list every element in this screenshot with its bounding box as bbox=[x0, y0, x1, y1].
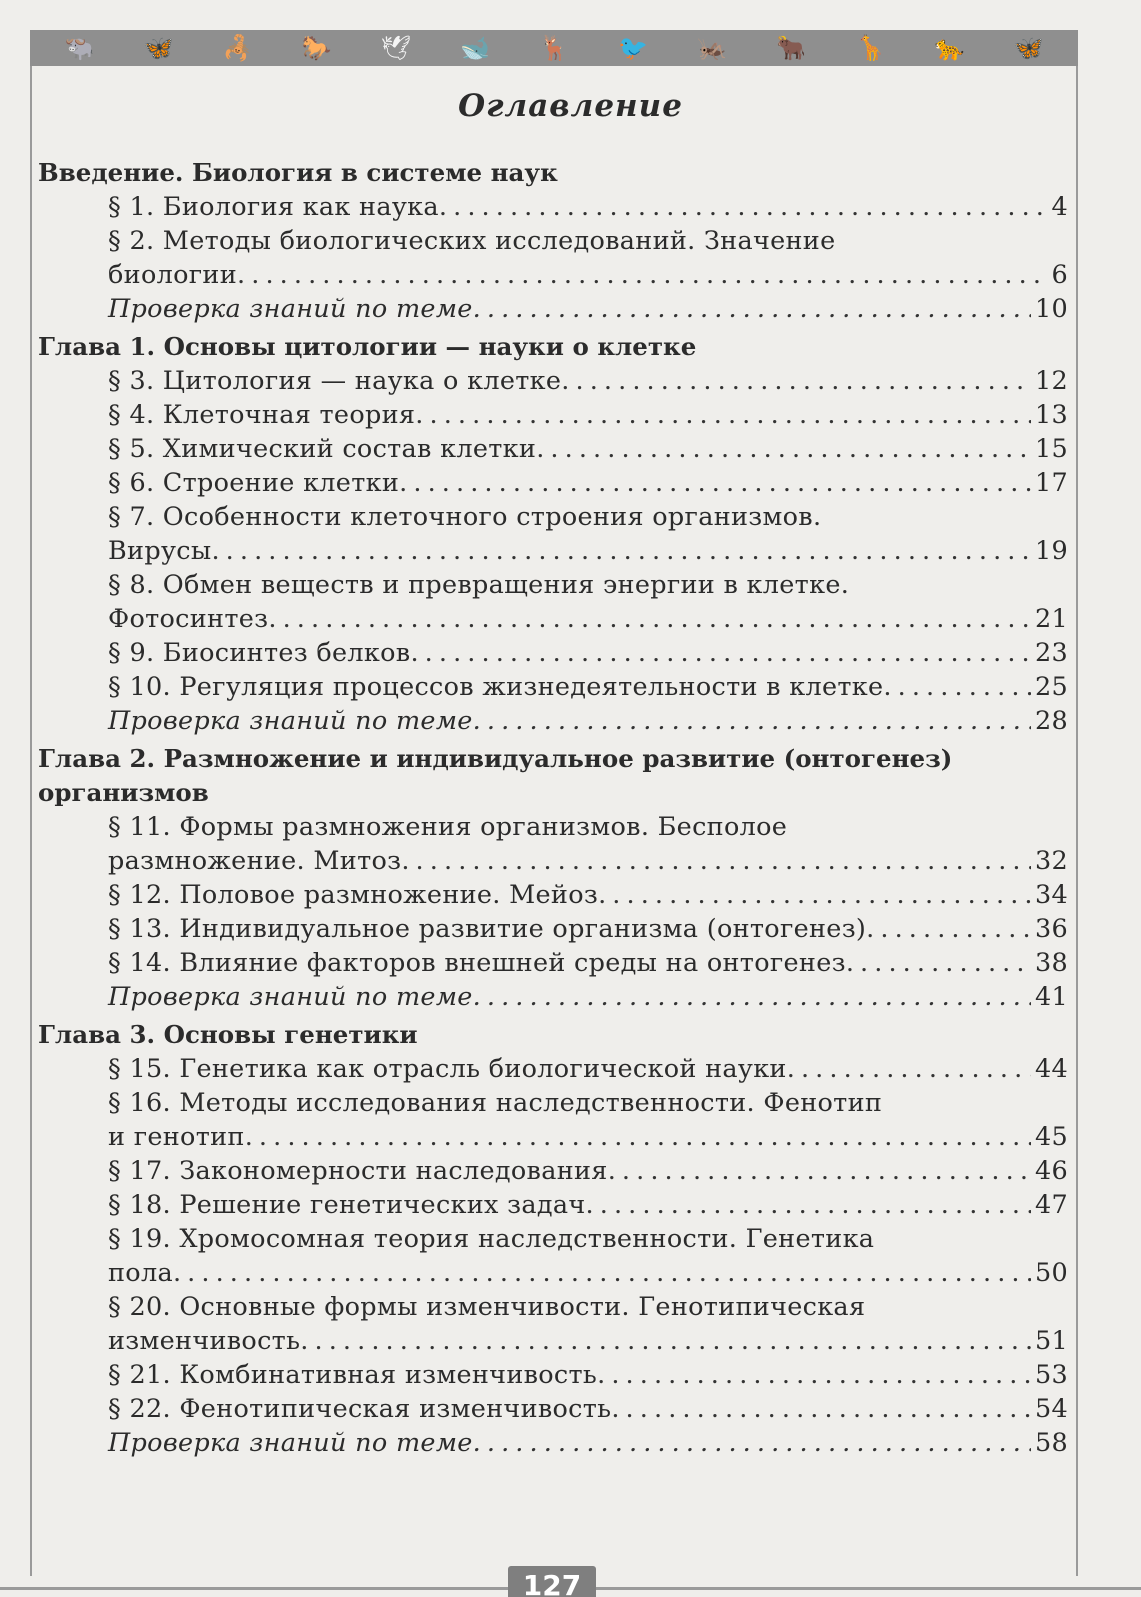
entry-page-number: 28 bbox=[1034, 706, 1068, 736]
entry-page-number: 6 bbox=[1051, 260, 1068, 290]
toc-entry[interactable] bbox=[38, 466, 1068, 500]
knowledge-check-entry[interactable] bbox=[38, 704, 1068, 738]
entry-page-number: 25 bbox=[1034, 672, 1068, 702]
entry-page-number: 19 bbox=[1034, 536, 1068, 566]
giraffe-icon: 🦒 bbox=[855, 34, 886, 62]
page-title: Оглавление bbox=[458, 88, 683, 124]
toc-entry[interactable] bbox=[38, 568, 1068, 636]
entry-page-number: 51 bbox=[1034, 1326, 1068, 1356]
entry-title: § 18. Решение генетических задач bbox=[108, 1190, 586, 1220]
entry-page-number: 44 bbox=[1034, 1054, 1068, 1084]
entry-page-number: 58 bbox=[1034, 1428, 1068, 1458]
knowledge-check-entry[interactable] bbox=[38, 980, 1068, 1014]
bull-icon: 🐂 bbox=[776, 34, 807, 62]
dot-leader bbox=[561, 364, 1031, 398]
toc-entry[interactable] bbox=[38, 364, 1068, 398]
toc-entry[interactable] bbox=[38, 1358, 1068, 1392]
butterfly-icon-2: 🦋 bbox=[1013, 34, 1044, 62]
entry-page-number: 47 bbox=[1034, 1190, 1068, 1220]
toc-entry[interactable] bbox=[38, 636, 1068, 670]
entry-page-number: 12 bbox=[1034, 366, 1068, 396]
chapter-heading: Глава 1. Основы цитологии — науки о клетке bbox=[38, 332, 697, 361]
entry-title: и генотип bbox=[108, 1122, 245, 1152]
dot-leader bbox=[399, 466, 1031, 500]
deer-icon: 🦌 bbox=[539, 34, 570, 62]
butterfly-icon: 🦋 bbox=[143, 34, 174, 62]
entry-title: § 13. Индивидуальное развитие организма (онтогенез) bbox=[108, 914, 867, 944]
left-border bbox=[30, 66, 32, 1576]
insect-icon: 🦗 bbox=[697, 34, 728, 62]
toc-entry[interactable] bbox=[38, 810, 1068, 878]
entry-page-number: 36 bbox=[1034, 914, 1068, 944]
entry-page-number: 10 bbox=[1034, 294, 1068, 324]
toc-entry[interactable] bbox=[38, 912, 1068, 946]
whale-icon: 🐋 bbox=[460, 34, 491, 62]
toc-entry[interactable] bbox=[38, 946, 1068, 980]
toc-entry[interactable] bbox=[38, 190, 1068, 224]
entry-page-number: 32 bbox=[1034, 846, 1068, 876]
entry-title: § 1. Биология как наука bbox=[108, 192, 439, 222]
toc-entry[interactable] bbox=[38, 1222, 1068, 1290]
decorative-animal-banner bbox=[30, 30, 1078, 66]
dot-leader bbox=[883, 670, 1031, 704]
entry-title-line: § 8. Обмен веществ и превращения энергии в клетке. bbox=[108, 570, 850, 600]
table-of-contents bbox=[38, 152, 1068, 1460]
toc-entry[interactable] bbox=[38, 1052, 1068, 1086]
toc-entry[interactable] bbox=[38, 1086, 1068, 1154]
entry-title: § 22. Фенотипическая изменчивость bbox=[108, 1394, 612, 1424]
entry-title: Вирусы bbox=[108, 536, 212, 566]
dot-leader bbox=[211, 534, 1030, 568]
scorpion-icon: 🦂 bbox=[222, 34, 253, 62]
knowledge-check-entry[interactable] bbox=[38, 292, 1068, 326]
entry-page-number: 38 bbox=[1034, 948, 1068, 978]
dot-leader bbox=[597, 1358, 1031, 1392]
entry-page-number: 50 bbox=[1034, 1258, 1068, 1288]
horse-icon: 🐎 bbox=[301, 34, 332, 62]
entry-page-number: 53 bbox=[1034, 1360, 1068, 1390]
entry-title: Фотосинтез bbox=[108, 604, 269, 634]
dot-leader bbox=[401, 844, 1031, 878]
dot-leader bbox=[611, 1392, 1031, 1426]
entry-title: биологии bbox=[108, 260, 238, 290]
dot-leader bbox=[173, 1256, 1031, 1290]
entry-title: § 14. Влияние факторов внешней среды на онтогенез bbox=[108, 948, 846, 978]
entry-title: § 10. Регуляция процессов жизнедеятельности в клетке bbox=[108, 672, 884, 702]
entry-title: § 4. Клеточная теория bbox=[108, 400, 416, 430]
entry-title: § 12. Половое размножение. Мейоз bbox=[108, 880, 599, 910]
entry-title-line: § 2. Методы биологических исследований. Значение bbox=[108, 226, 836, 256]
dot-leader bbox=[787, 1052, 1031, 1086]
entry-page-number: 4 bbox=[1051, 192, 1068, 222]
dot-leader bbox=[866, 912, 1031, 946]
dot-leader bbox=[586, 1188, 1031, 1222]
dot-leader bbox=[237, 258, 1047, 292]
toc-entry[interactable] bbox=[38, 1188, 1068, 1222]
entry-title-line: § 20. Основные формы изменчивости. Генотипическая bbox=[108, 1292, 866, 1322]
toc-entry[interactable] bbox=[38, 1392, 1068, 1426]
dot-leader bbox=[473, 292, 1031, 326]
toc-entry[interactable] bbox=[38, 432, 1068, 466]
chapter-heading: Глава 2. Размножение и индивидуальное развитие (онтогенез) организмов bbox=[38, 744, 953, 807]
toc-entry[interactable] bbox=[38, 224, 1068, 292]
heron-icon: 🐦 bbox=[618, 34, 649, 62]
entry-page-number: 21 bbox=[1034, 604, 1068, 634]
toc-entry[interactable] bbox=[38, 500, 1068, 568]
entry-title: § 5. Химический состав клетки bbox=[108, 434, 537, 464]
entry-page-number: 23 bbox=[1034, 638, 1068, 668]
entry-title: § 17. Закономерности наследования bbox=[108, 1156, 608, 1186]
entry-page-number: 13 bbox=[1034, 400, 1068, 430]
dot-leader bbox=[846, 946, 1031, 980]
entry-title-line: § 11. Формы размножения организмов. Бесполое bbox=[108, 812, 788, 842]
dot-leader bbox=[598, 878, 1031, 912]
dot-leader bbox=[473, 980, 1031, 1014]
dot-leader bbox=[410, 636, 1030, 670]
dot-leader bbox=[536, 432, 1031, 466]
entry-title: Проверка знаний по теме bbox=[108, 1428, 473, 1458]
toc-entry[interactable] bbox=[38, 398, 1068, 432]
entry-title: § 9. Биосинтез белков bbox=[108, 638, 411, 668]
entry-title-line: § 16. Методы исследования наследственности. Фенотип bbox=[108, 1088, 883, 1118]
entry-title: пола bbox=[108, 1258, 173, 1288]
entry-title: § 6. Строение клетки bbox=[108, 468, 400, 498]
entry-title: размножение. Митоз bbox=[108, 846, 402, 876]
dot-leader bbox=[608, 1154, 1031, 1188]
entry-title: § 3. Цитология — наука о клетке bbox=[108, 366, 562, 396]
entry-title: Проверка знаний по теме bbox=[108, 706, 473, 736]
entry-title: Проверка знаний по теме bbox=[108, 982, 473, 1012]
entry-page-number: 15 bbox=[1034, 434, 1068, 464]
entry-title: изменчивость bbox=[108, 1326, 301, 1356]
dot-leader bbox=[268, 602, 1031, 636]
right-border bbox=[1076, 66, 1078, 1576]
entry-page-number: 17 bbox=[1034, 468, 1068, 498]
entry-title: § 15. Генетика как отрасль биологической науки bbox=[108, 1054, 787, 1084]
toc-entry[interactable] bbox=[38, 878, 1068, 912]
chapter-heading: Введение. Биология в системе наук bbox=[38, 158, 558, 187]
entry-page-number: 45 bbox=[1034, 1122, 1068, 1152]
entry-title-line: § 19. Хромосомная теория наследственности. Генетика bbox=[108, 1224, 875, 1254]
chapter-heading: Глава 3. Основы генетики bbox=[38, 1020, 418, 1049]
entry-title: § 21. Комбинативная изменчивость bbox=[108, 1360, 598, 1390]
dot-leader bbox=[439, 190, 1048, 224]
bird-icon: 🕊 bbox=[380, 34, 412, 62]
dot-leader bbox=[473, 704, 1031, 738]
knowledge-check-entry[interactable] bbox=[38, 1426, 1068, 1460]
toc-entry[interactable] bbox=[38, 1290, 1068, 1358]
page-number: 127 bbox=[508, 1566, 596, 1597]
toc-entry[interactable] bbox=[38, 670, 1068, 704]
entry-page-number: 54 bbox=[1034, 1394, 1068, 1424]
entry-title-line: § 7. Особенности клеточного строения организмов. bbox=[108, 502, 822, 532]
dot-leader bbox=[245, 1120, 1031, 1154]
entry-page-number: 41 bbox=[1034, 982, 1068, 1012]
toc-entry[interactable] bbox=[38, 1154, 1068, 1188]
entry-page-number: 46 bbox=[1034, 1156, 1068, 1186]
dot-leader bbox=[300, 1324, 1031, 1358]
entry-page-number: 34 bbox=[1034, 880, 1068, 910]
dot-leader bbox=[473, 1426, 1031, 1460]
bison-icon: 🐃 bbox=[64, 34, 95, 62]
dot-leader bbox=[415, 398, 1031, 432]
moose-icon: 🐆 bbox=[934, 34, 965, 62]
entry-title: Проверка знаний по теме bbox=[108, 294, 473, 324]
